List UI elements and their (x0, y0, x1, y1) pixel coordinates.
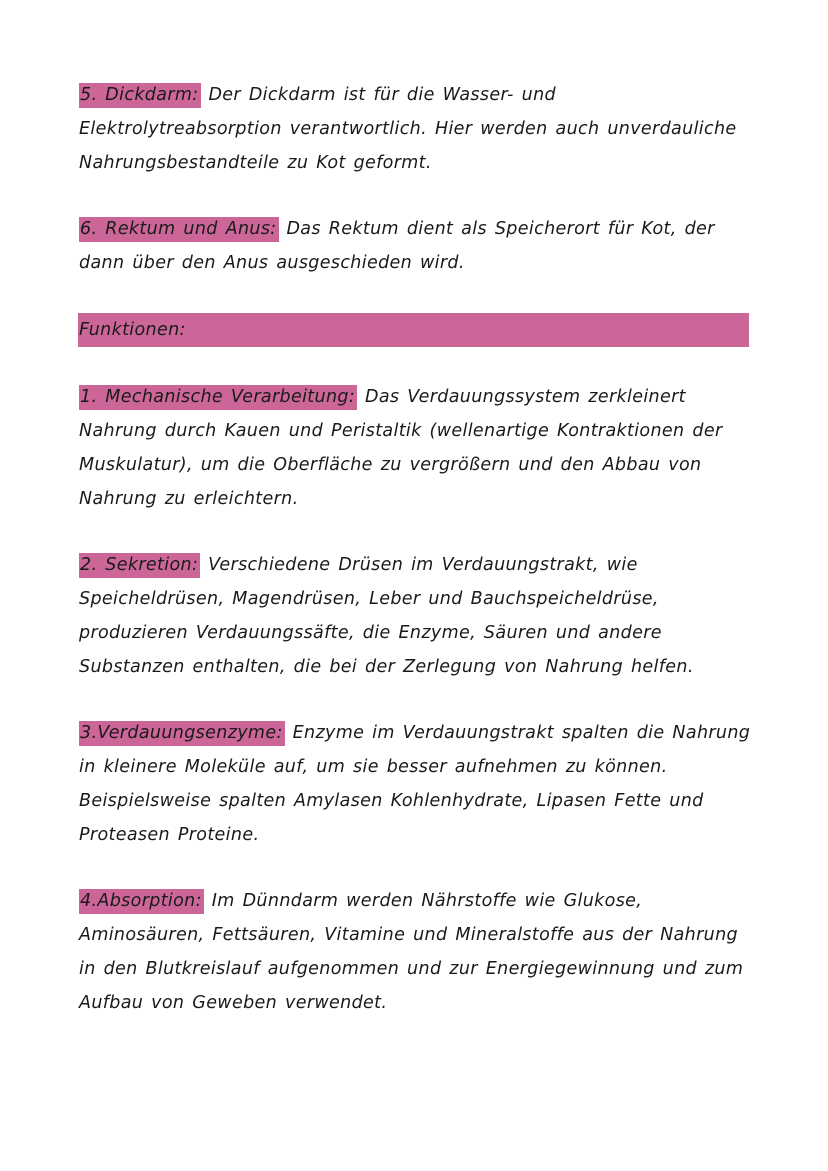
function-text-mechanische-verarbeitung: Das Verdauungssystem zerkleinert Nahrung durch Kauen und Peristaltik (wellenartige Kontraktionen der Muskulatur), um die Oberfläche zu vergrößern und den Abbau von Nahrung zu erleichtern. (79, 387, 723, 509)
section-heading-dickdarm: 5. Dickdarm: (79, 83, 201, 108)
function-heading-sekretion: 2. Sekretion: (79, 553, 200, 578)
section-text-dickdarm: Der Dickdarm ist für die Wasser- und Elektrolytreabsorption verantwortlich. Hier werden auch unverdauliche Nahrungsbestandteile zu Kot geformt. (79, 85, 737, 173)
section-dickdarm (79, 78, 751, 180)
section-text-rektum-anus: Das Rektum dient als Speicherort für Kot, der dann über den Anus ausgeschieden wird. (79, 219, 715, 273)
function-text-sekretion: Verschiedene Drüsen im Verdauungstrakt, wie Speicheldrüsen, Magendrüsen, Leber und Bauchspeicheldrüse, produzieren Verdauungssäfte, die Enzyme, Säuren und andere Substanzen enthalten, die bei der Zerlegung von Nahrung helfen. (79, 555, 694, 677)
section-rektum-anus (79, 212, 751, 280)
function-heading-absorption: 4.Absorption: (79, 889, 204, 914)
function-sekretion (79, 548, 751, 684)
function-mechanische-verarbeitung (79, 380, 751, 516)
function-text-verdauungsenzyme: Enzyme im Verdauungstrakt spalten die Nahrung in kleinere Moleküle auf, um sie besser aufnehmen zu können. Beispielsweise spalten Amylasen Kohlenhydrate, Lipasen Fette und Proteasen Proteine. (79, 723, 751, 845)
functions-heading: Funktionen: (79, 320, 186, 340)
function-heading-mechanische-verarbeitung: 1. Mechanische Verarbeitung: (79, 385, 357, 410)
function-heading-verdauungsenzyme: 3.Verdauungsenzyme: (79, 721, 285, 746)
function-absorption (79, 884, 751, 1020)
function-verdauungsenzyme (79, 716, 751, 852)
functions-heading-band (78, 313, 749, 347)
section-heading-rektum-anus: 6. Rektum und Anus: (79, 217, 279, 242)
function-text-absorption: Im Dünndarm werden Nährstoffe wie Glukose, Aminosäuren, Fettsäuren, Vitamine und Mineralstoffe aus der Nahrung in den Blutkreislauf aufgenommen und zur Energiegewinnung und zum Aufbau von Geweben verwendet. (79, 891, 744, 1013)
